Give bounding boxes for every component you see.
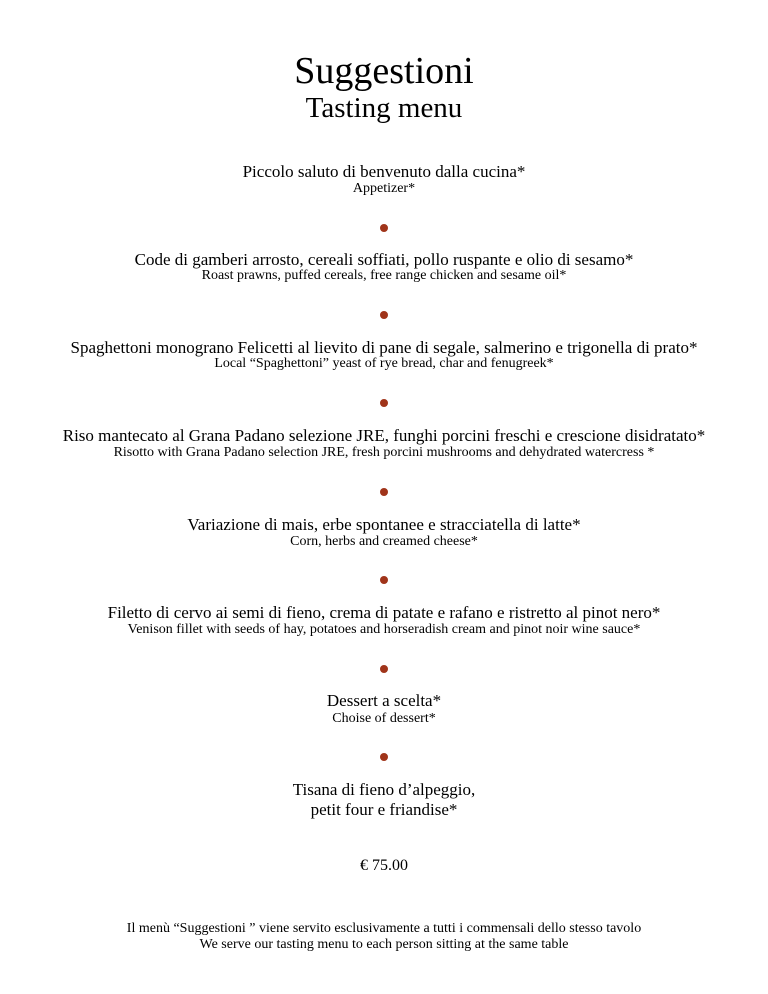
course-5-italian: Variazione di mais, erbe spontanee e stracciatella di latte* [187, 515, 581, 534]
separator-dot-icon [380, 488, 388, 496]
course-1-english: Appetizer* [352, 181, 416, 196]
final-course-line-1: Tisana di fieno d’alpeggio, [292, 780, 476, 799]
course-7-italian: Dessert a scelta* [326, 691, 442, 710]
course-3-italian: Spaghettoni monograno Felicetti al lievito di pane di segale, salmerino e trigonella di prato* [70, 338, 698, 357]
course-2-english: Roast prawns, puffed cereals, free range chicken and sesame oil* [201, 268, 567, 283]
separator-dot-icon [380, 576, 388, 584]
menu-price: € 75.00 [360, 857, 408, 874]
menu-subtitle: Tasting menu [305, 92, 463, 124]
separator-dot-icon [380, 224, 388, 232]
final-course-line-2: petit four e friandise* [310, 800, 458, 819]
course-4-italian: Riso mantecato al Grana Padano selezione JRE, funghi porcini freschi e crescione disidratato* [62, 426, 706, 445]
course-6-english: Venison fillet with seeds of hay, potatoes and horseradish cream and pinot noir wine sauce* [127, 622, 641, 637]
separator-dot-icon [380, 311, 388, 319]
course-7-english: Choise of dessert* [332, 711, 436, 726]
course-3-english: Local “Spaghettoni” yeast of rye bread, char and fenugreek* [214, 356, 554, 371]
separator-dot-icon [380, 665, 388, 673]
course-5-english: Corn, herbs and creamed cheese* [290, 534, 478, 549]
footer-note-italian: Il menù “Suggestioni ” viene servito esclusivamente a tutti i commensali dello stesso tavolo [126, 921, 642, 936]
course-4-english: Risotto with Grana Padano selection JRE, fresh porcini mushrooms and dehydrated watercress * [113, 445, 655, 460]
footer-note-english: We serve our tasting menu to each person sitting at the same table [199, 937, 569, 952]
course-1-italian: Piccolo saluto di benvenuto dalla cucina* [242, 162, 526, 181]
course-6-italian: Filetto di cervo ai semi di fieno, crema di patate e rafano e ristretto al pinot nero* [107, 603, 661, 622]
separator-dot-icon [380, 399, 388, 407]
course-2-italian: Code di gamberi arrosto, cereali soffiati, pollo ruspante e olio di sesamo* [134, 250, 634, 269]
menu-title: Suggestioni [294, 50, 474, 92]
separator-dot-icon [380, 753, 388, 761]
